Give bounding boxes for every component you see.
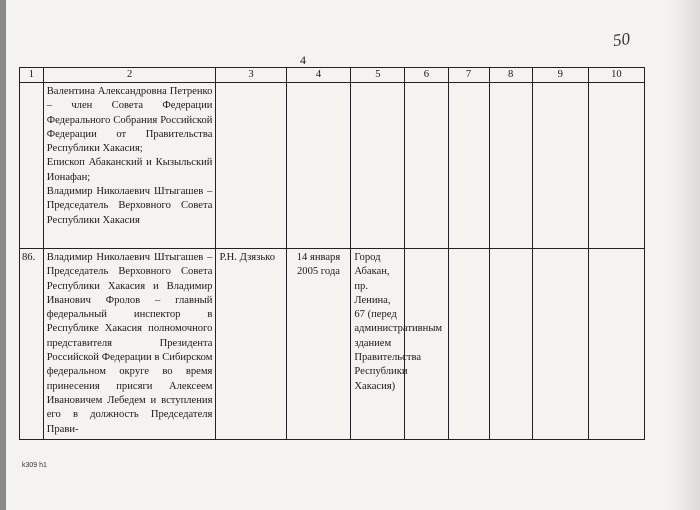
row-author: [216, 83, 286, 249]
row-date: 14 января 2005 года: [286, 249, 351, 440]
row-number: 86.: [20, 249, 44, 440]
row-number: [20, 83, 44, 249]
row-author: Р.Н. Дзязько: [216, 249, 286, 440]
document-code: k309 h1: [22, 462, 47, 469]
row-description: [43, 83, 216, 249]
empty-cell: [448, 249, 489, 440]
scan-edge-left: [0, 0, 6, 510]
page-number: 4: [300, 53, 306, 67]
row-date: [286, 83, 351, 249]
column-header: 4: [286, 68, 351, 83]
column-header: 1: [20, 68, 44, 83]
description-paragraph: Епископ Абаканский и Кызыльский Ионафан;: [46, 157, 213, 183]
description-paragraph: Владимир Николаевич Штыгашев – Председатель Верховного Совета Республики Хакасия: [46, 186, 213, 226]
empty-cell: [489, 249, 532, 440]
table-row: [20, 83, 645, 249]
column-header: 6: [405, 68, 448, 83]
empty-cell: [532, 83, 588, 249]
column-header: 10: [588, 68, 644, 83]
empty-cell: [448, 83, 489, 249]
empty-cell: [588, 83, 644, 249]
handwritten-page-number: 50: [611, 28, 632, 51]
column-header: 3: [216, 68, 286, 83]
empty-cell: [532, 249, 588, 440]
column-header: 2: [43, 68, 216, 83]
column-header: 9: [532, 68, 588, 83]
empty-cell: [489, 83, 532, 249]
row-place: [351, 83, 405, 249]
row-place: Город Абакан, пр. Ленина, 67 (перед административным зданием Правительства Республики Хакасия): [351, 249, 405, 440]
scan-edge-right: [668, 0, 700, 510]
description-paragraph: Владимир Николаевич Штыгашев – Председатель Верховного Совета Республики Хакасия и Владимир Иванович Фролов – главный федеральный инспектор в Республике Хакасия полномочного представителя Президента Российской Федерации в Сибирском федеральном округе во время принесения присяги Алексеем Ивановичем Лебедем и вступления его в должность Председателя Прави-: [46, 252, 213, 435]
empty-cell: [405, 83, 448, 249]
column-header: 7: [448, 68, 489, 83]
row-description: [43, 249, 216, 440]
empty-cell: [405, 249, 448, 440]
column-header: 8: [489, 68, 532, 83]
register-table: [19, 67, 645, 440]
column-header: 5: [351, 68, 405, 83]
table-row: [20, 249, 645, 440]
description-paragraph: Валентина Александровна Петренко – член Совета Федерации Федерального Собрания Российской Федерации от Правительства Республики Хакасия;: [46, 86, 213, 155]
table-header-row: [20, 68, 645, 83]
empty-cell: [588, 249, 644, 440]
